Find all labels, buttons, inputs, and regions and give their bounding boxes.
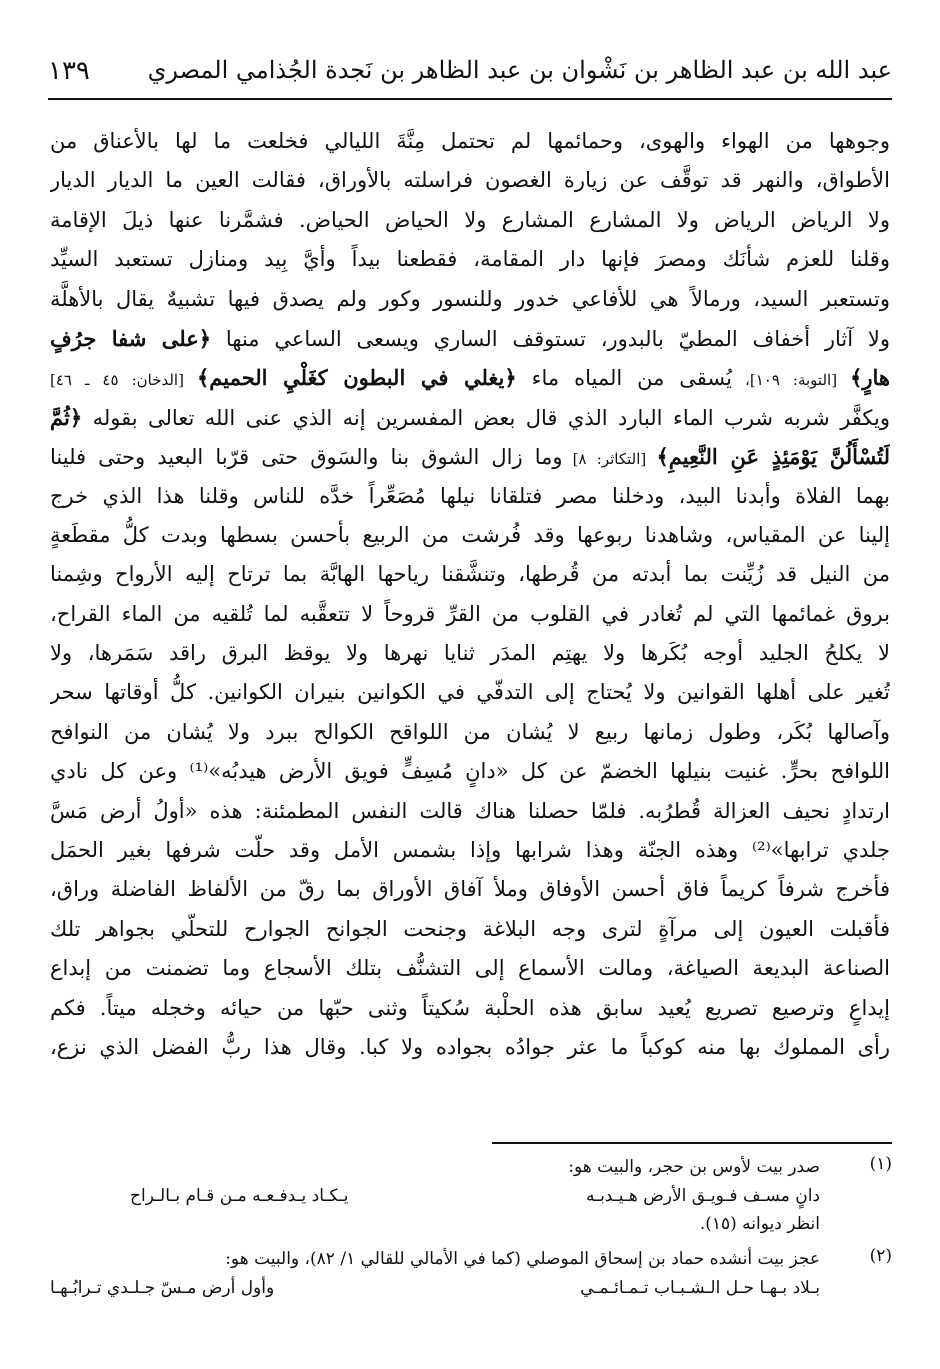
verse-second-hemistich: وأول أرض مـسّ جـلـدي تـرابُـهـا xyxy=(50,1278,275,1298)
text-line: اللوافح بحرٍّ. غنيت بنيلها الخضمّ عن كل «دانٍ مُسِفٍّ فويق الأرض هيدبُه»⁽¹⁾ وعن كل نادي xyxy=(50,759,890,784)
line-text: يُسقى من المياه ماء xyxy=(516,366,732,391)
text-line: إيداعٍ وترصيع تصريع يُعيد سابق هذه الحلْبة سُكيتاً وثنى حبّها من حيائه وخجله ميتاً. فكم xyxy=(50,995,890,1020)
footnote-text: صدر بيت لأوس بن حجر، والبيت هو: xyxy=(568,1157,820,1177)
poem-verse xyxy=(50,1273,820,1303)
text-line: تُغير على أهلها القوانين ولا يُحتاج إلى التدفّي في الكوانين بنيران الكوانين. كلُّ أوقاتها سحر xyxy=(50,680,890,705)
footnote-rule xyxy=(492,1142,892,1144)
line-text: ولا آثار أخفاف المطيّ بالبدور، تستوقف الساري ويسعى الساعي منها xyxy=(211,326,890,351)
line-text: ويكفَّر شربه شرب الماء البارد الذي قال بعض المفسرين إنه الذي عنى الله تعالى بقوله xyxy=(82,405,890,430)
text-line: ارتدادٍ نحيف العزالة قُطرُبه. فلمّا حصلنا هناك قالت النفس المطمئنة: هذه «أولُ أرض مَسَّ xyxy=(50,798,890,823)
text-line: إلينا عن المقياس، وشاهدنا ربوعها وقد فُرشت من الربيع بأحسن بسطها وبدت كلُّ مقطَعةٍ xyxy=(50,522,890,547)
text-line: وتستعبر السيد، ورمالاً هي للأفاعي خدور وللنسور وكور ولم يصدق فيها تشبيهٌ يقال بالأهلَّة xyxy=(50,286,890,311)
running-header xyxy=(48,56,892,96)
text-line: فأقبلت العيون إلى مرآةٍ لترى وجه البلاغة وجنحت الجوانح الجوارح للتحلّي بجواهر تلك xyxy=(50,916,890,941)
text-line: وقلنا للعزم شأنَك ومصرَ فإنها دار المقامة، فقطعنا بيداً وأيَّ بِيد ومنازل تستعبد السيِّد xyxy=(50,247,890,272)
footnote-text: انظر ديوانه (١٥). xyxy=(699,1214,820,1234)
verse-first-hemistich: بـلاد بـهـا حـل الـشـبـاب تـمـائـمـي xyxy=(580,1278,820,1298)
text-line: الصناعة البديعة الصياغة، ومالت الأسماع إلى التشنُّف بتلك الأسجاع وما تضمنت من إبداع xyxy=(50,956,890,981)
verse-second-hemistich: يـكـاد يـدفـعـه مـن قـام بـالـراح xyxy=(130,1186,349,1206)
quran-quote: ﴿يغلي في البطون كغَلْيِ الحميم﴾ xyxy=(196,365,517,391)
text-line xyxy=(50,398,890,437)
footnote-1 xyxy=(50,1154,892,1238)
text-line: فأخرج شرفاً كريماً فاق أحسن الأوفاق وملأ آفاق الأوراق بما رقّ من الألفاظ الفاضلة وراق، xyxy=(50,877,890,902)
text-line: لا يكلحُ الجليد أوجه بُكَرها ولا يهتِم المدَر ثنايا نهرها ولا يوقظ البرق راقد سَمَرها، ولا xyxy=(50,641,890,666)
text-line: ولا الرياض الرياض ولا المشارع المشارع ولا الحياض الحياض. فشمَّرنا عنها ذيلَ الإقامة xyxy=(50,207,890,232)
text-line xyxy=(50,437,890,476)
footnotes xyxy=(50,1154,892,1303)
quran-quote: ﴿ثُمَّ xyxy=(50,404,83,430)
verse-first-hemistich: دانٍ مسـف فـويـق الأرض هـيـدبـه xyxy=(585,1186,820,1206)
text-line: وجوهها من الهواء والهوى، وحمائمها لم تحتمل مِنَّةَ الليالي فخلعت ما لها بالأعناق من xyxy=(50,129,890,153)
quran-quote: هارٍ﴾ xyxy=(850,365,890,391)
footnote-text: عجز بيت أنشده حماد بن إسحاق الموصلي (كما في الأمالي للقالي ١/ ٨٢)، والبيت هو: xyxy=(225,1249,820,1269)
quran-quote: ﴿على شفا جرُفٍ xyxy=(50,325,212,351)
text-line xyxy=(50,358,890,397)
footnote-number: (١) xyxy=(869,1154,892,1174)
text-line: جلدي ترابها»⁽²⁾ وهذه الجنّة وهذا شرابها وإذا بشمس الأمل وقد حلّت شرفها بغير الحمَل xyxy=(50,838,890,863)
text-line xyxy=(50,319,890,358)
quran-reference: [التوبة: ١٠٩]، xyxy=(732,371,851,390)
page-number: ١٣٩ xyxy=(48,56,90,86)
footnote-2 xyxy=(50,1246,892,1303)
quran-reference: [الدخان: ٤٥ ـ ٤٦] xyxy=(50,371,197,390)
line-text: وما زال الشوق بنا والسَوق حتى قرّبا البعيد وحتى فلينا xyxy=(50,445,563,470)
text-line: بهما الفلاة وأبدنا البيد، ودخلنا مصر فتلقانا نيلها مُصَعِّراً خدَّه للناس وقلنا هذا الذي خرج xyxy=(50,483,890,508)
quran-reference: [التكاثر: ٨] xyxy=(562,450,657,469)
poem-verse xyxy=(50,1181,820,1211)
text-line: وآصالها بُكَر، وطول زمانها ربيع لا يُشان من اللواقح الكوالح ببرد ولا يُشان من النوافح xyxy=(50,719,890,744)
header-title: عبد الله بن عبد الظاهر بن نَشْوان بن عبد الظاهر بن نَجدة الجُذامي المصري xyxy=(147,56,892,84)
text-line: الأطواق، والنهر قد توقَّف عن زيارة الغصون فراسلته بالأوراق، فقالت العين ما الديار الديار xyxy=(50,168,890,193)
text-line: من النيل قد زُيِّنت بما أبدته من قُرطها، وتنشَّقنا رياحها الهابَّة بما ترتاح إليه الأرواح وشِمنا xyxy=(50,562,890,587)
quran-quote: لَتُسْأَلُنَّ يَوْمَئِذٍ عَنِ النَّعِيمِ﴾ xyxy=(656,444,890,470)
footnote-number: (٢) xyxy=(869,1246,892,1266)
text-line: بروق غمائمها التي لم تُغادر في القلوب من القرِّ قروحاً لا تتعقَّبه لما تُلقيه من الماء القراح، xyxy=(50,601,890,626)
header-rule xyxy=(48,98,892,100)
main-text xyxy=(50,122,890,1067)
text-line: رأى المملوك بها منه كوكباً ما عثر جوادُه بجواده ولا كبا. وقال هذا ربُّ الفضل الذي نزع، xyxy=(50,1034,890,1059)
